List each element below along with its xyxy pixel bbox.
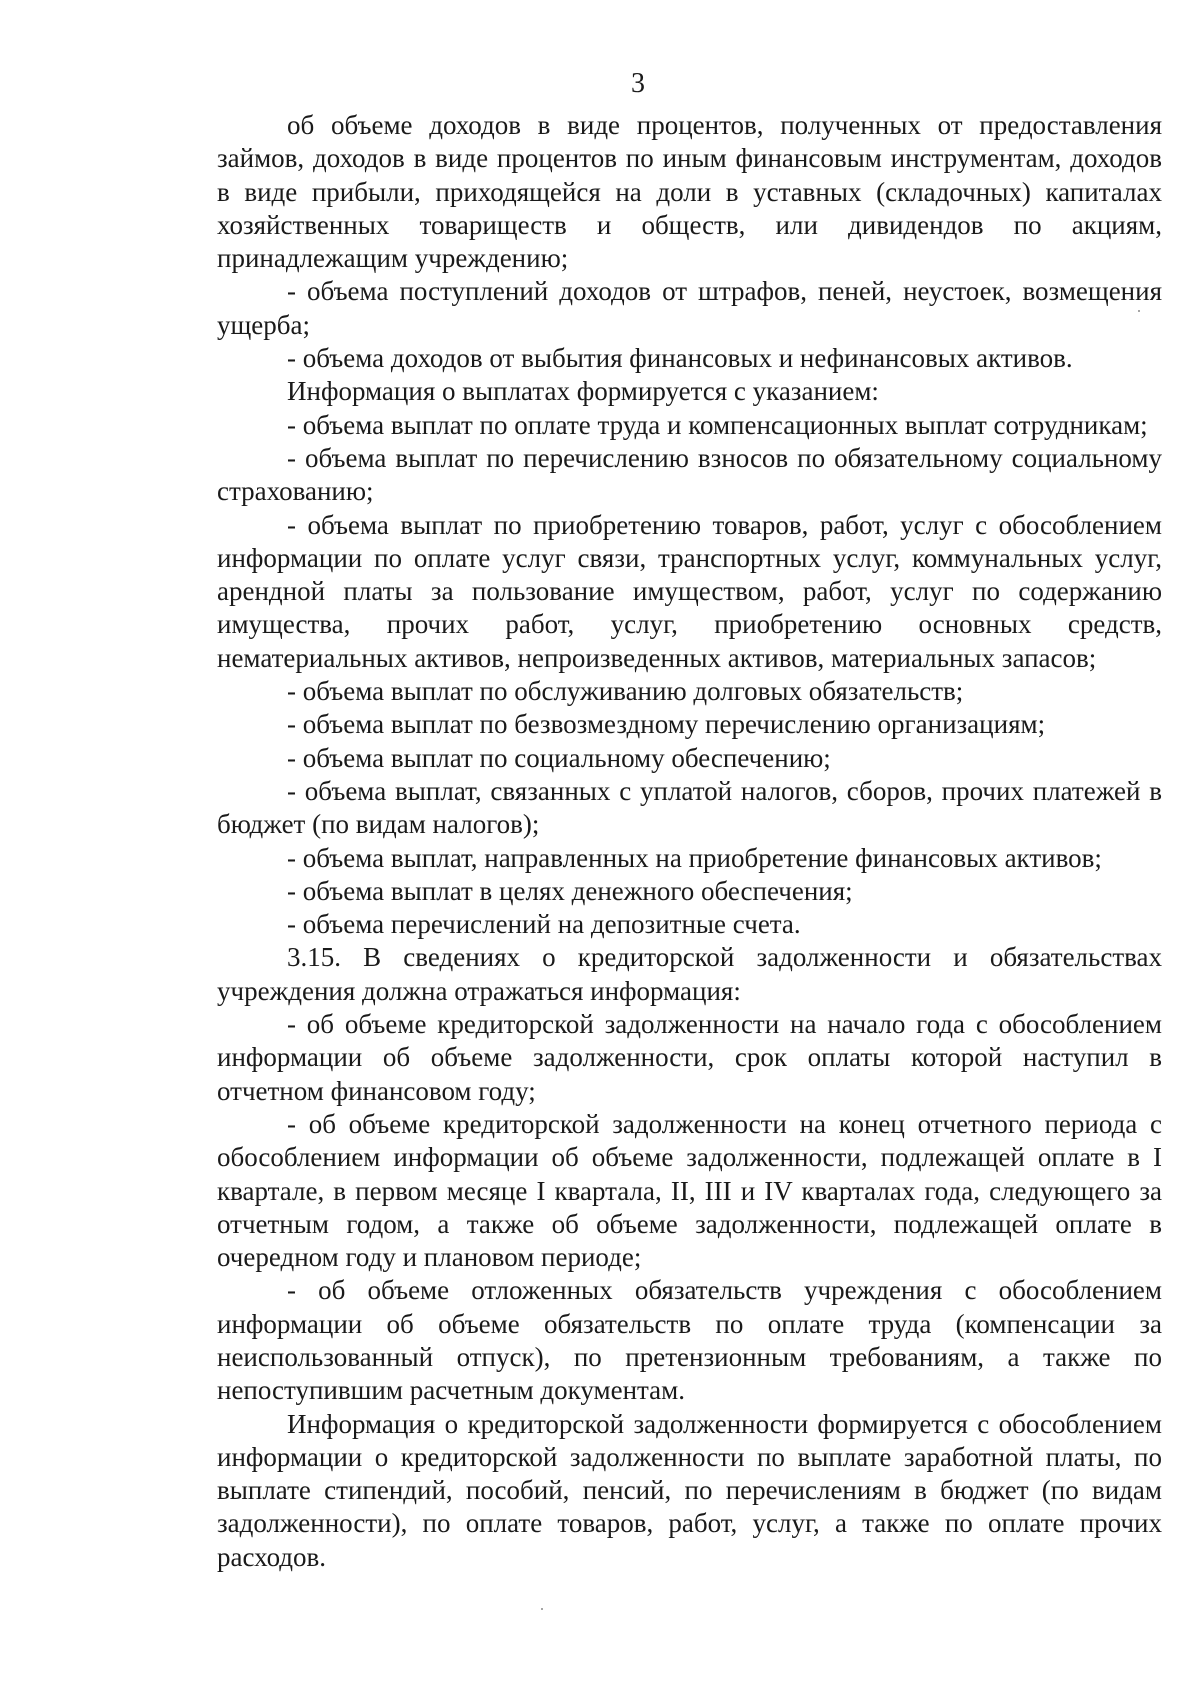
scan-speck — [1138, 310, 1140, 312]
paragraph-payments-grants: - объема выплат по безвозмездному перечислению организациям; — [287, 709, 1046, 740]
page-number: 3 — [631, 68, 645, 99]
paragraph-payments-intro: Информация о выплатах формируется с указанием: — [287, 376, 879, 407]
paragraph-section-3-15: 3.15. В сведениях о кредиторской задолженности и обязательствах учреждения должна отражаться информация: — [217, 942, 1162, 1006]
paragraph-payables-breakdown: Информация о кредиторской задолженности формируется с обособлением информации о кредиторской задолженности по выплате заработной платы, по выплате стипендий, пособий, пенсий, по перечислениям в бюджет (по видам задолженности), по оплате товаров, работ, услуг, а также по оплате прочих расходов. — [217, 1408, 1162, 1572]
paragraph-payments-deposits: - объема перечислений на депозитные счета. — [287, 909, 801, 940]
paragraph-income-interest: об объеме доходов в виде процентов, полученных от предоставления займов, доходов в виде процентов по иным финансовым инструментам, доходов в виде прибыли, приходящейся на доли в уставных (складочных) капиталах хозяйственных товариществ и обществ, или дивидендов по акциям, принадлежащим учреждению; — [217, 110, 1162, 274]
paragraph-payments-salary: - объема выплат по оплате труда и компенсационных выплат сотрудникам; — [287, 409, 1148, 440]
paragraph-payables-end-period: - об объеме кредиторской задолженности на конец отчетного периода с обособлением информации об объеме задолженности, подлежащей оплате в I квартале, в первом месяце I квартала, II, III и IV кварталах года, следующего за отчетным годом, а также об объеме задолженности, подлежащей оплате в очередном году и плановом периоде; — [217, 1108, 1162, 1273]
scan-speck — [541, 1608, 543, 1610]
paragraph-payments-insurance: - объема выплат по перечислению взносов по обязательному социальному страхованию; — [217, 442, 1162, 507]
paragraph-income-fines: - объема поступлений доходов от штрафов, пеней, неустоек, возмещения ущерба; — [217, 276, 1162, 340]
paragraph-payments-social: - объема выплат по социальному обеспечению; — [287, 742, 831, 773]
paragraph-payments-debt-service: - объема выплат по обслуживанию долговых обязательств; — [287, 676, 964, 707]
document-body — [217, 109, 1162, 1574]
paragraph-payments-financial-assets: - объема выплат, направленных на приобретение финансовых активов; — [287, 842, 1102, 873]
paragraph-payables-start-year: - об объеме кредиторской задолженности на начало года с обособлением информации об объеме задолженности, срок оплаты которой наступил в отчетном финансовом году; — [217, 1009, 1162, 1106]
paragraph-payments-taxes: - объема выплат, связанных с уплатой налогов, сборов, прочих платежей в бюджет (по видам налогов); — [217, 775, 1162, 840]
paragraph-deferred-obligations: - об объеме отложенных обязательств учреждения с обособлением информации об объеме обязательств по оплате труда (компенсации за неиспользованный отпуск), по претензионным требованиям, а также по непоступившим расчетным документам. — [217, 1275, 1162, 1406]
paragraph-income-asset-disposal: - объема доходов от выбытия финансовых и нефинансовых активов. — [287, 343, 1073, 374]
paragraph-payments-goods-services: - объема выплат по приобретению товаров, работ, услуг с обособлением информации по оплате услуг связи, транспортных услуг, коммунальных услуг, арендной платы за пользование имуществом, работ, услуг по содержанию имущества, прочих работ, услуг, приобретению основных средств, нематериальных активов, непроизведенных активов, материальных запасов; — [217, 509, 1162, 673]
paragraph-payments-monetary-support: - объема выплат в целях денежного обеспечения; — [287, 875, 853, 906]
